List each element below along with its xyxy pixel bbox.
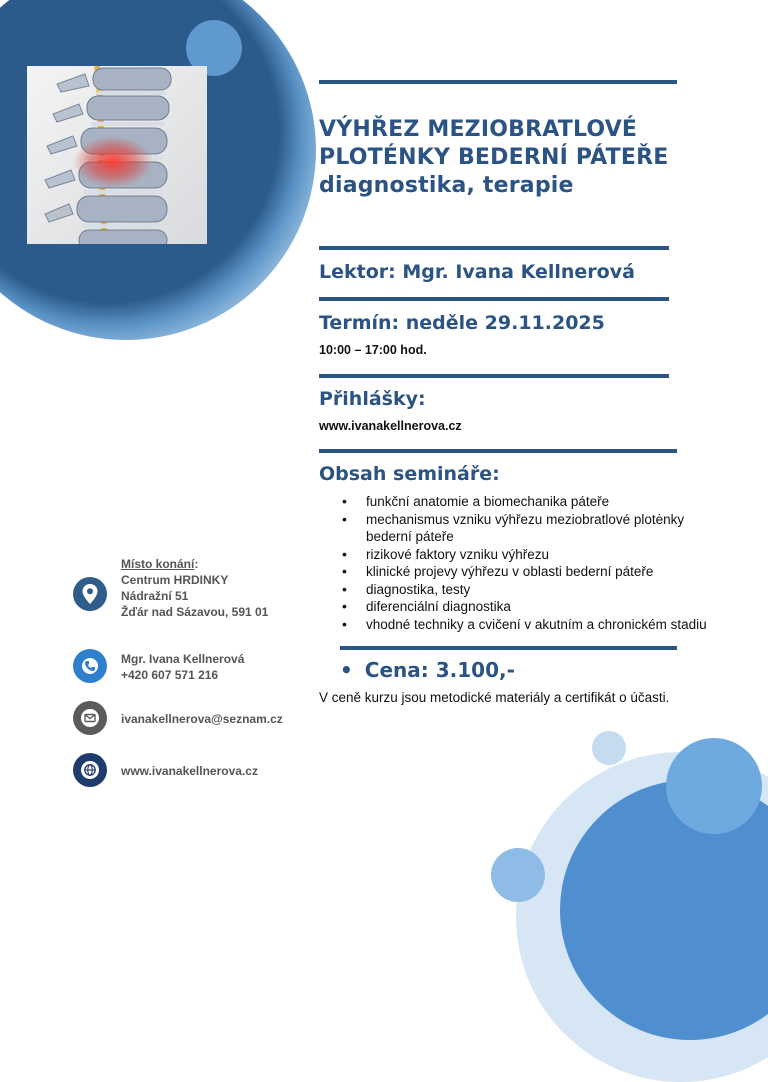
venue-street: Nádražní 51 [121, 589, 189, 603]
phone-icon [73, 649, 107, 683]
topics-list [340, 493, 720, 633]
list-item: • diagnostika, testy [340, 581, 720, 599]
decorative-dot [491, 848, 545, 902]
venue-city: Žďár nad Sázavou, 591 01 [121, 605, 269, 619]
venue-name: Centrum HRDINKY [121, 573, 229, 587]
globe-icon [73, 753, 107, 787]
decorative-dot [666, 738, 762, 834]
contact-name: Mgr. Ivana Kellnerová [121, 652, 245, 666]
registration-heading: Přihlášky: [319, 388, 426, 410]
list-item: • funkční anatomie a biomechanika páteře [340, 493, 720, 511]
price-note: V ceně kurzu jsou metodické materiály a certifikát o účasti. [319, 690, 670, 705]
venue-label: Místo konání [121, 557, 195, 571]
term-time: 10:00 – 17:00 hod. [319, 343, 427, 357]
content-heading: Obsah semináře: [319, 463, 500, 485]
list-item: • diferenciální diagnostika [340, 598, 720, 616]
divider [319, 246, 669, 250]
divider [319, 80, 677, 84]
contact-web[interactable]: www.ivanakellnerova.cz [121, 764, 258, 778]
divider [319, 449, 677, 453]
registration-link[interactable]: www.ivanakellnerova.cz [319, 419, 462, 433]
divider [319, 297, 669, 301]
contact-email[interactable]: ivanakellnerova@seznam.cz [121, 712, 283, 726]
term-heading: Termín: neděle 29.11.2025 [319, 312, 605, 334]
page-title: VÝHŘEZ MEZIOBRATLOVÉ PLOTÉNKY BEDERNÍ PÁTEŘE diagnostika, terapie [319, 117, 669, 198]
price-bullet: • [340, 658, 353, 682]
list-item: • klinické projevy výhřezu v oblasti bederní páteře [340, 563, 720, 581]
decorative-dot [592, 731, 626, 765]
spine-image [27, 66, 207, 244]
email-icon [73, 701, 107, 735]
list-item: • vhodné techniky a cvičení v akutním a chronickém stadiu [340, 616, 720, 634]
list-item: • rizikové faktory vzniku výhřezu [340, 546, 720, 564]
contact-phone[interactable]: +420 607 571 216 [121, 668, 219, 682]
map-pin-icon [73, 577, 107, 611]
price: • Cena: 3.100,- [340, 658, 515, 682]
list-item: • mechanismus vzniku výhřezu meziobratlové plotėnky bederní páteře [340, 511, 720, 546]
divider [340, 646, 677, 650]
contact-block [121, 651, 244, 683]
lecturer-heading: Lektor: Mgr. Ivana Kellnerová [319, 261, 635, 283]
venue-block: Místo konání: Centrum HRDINKY Nádražní 51 Žďár nad Sázavou, 591 01 [121, 557, 269, 619]
divider [319, 374, 669, 378]
